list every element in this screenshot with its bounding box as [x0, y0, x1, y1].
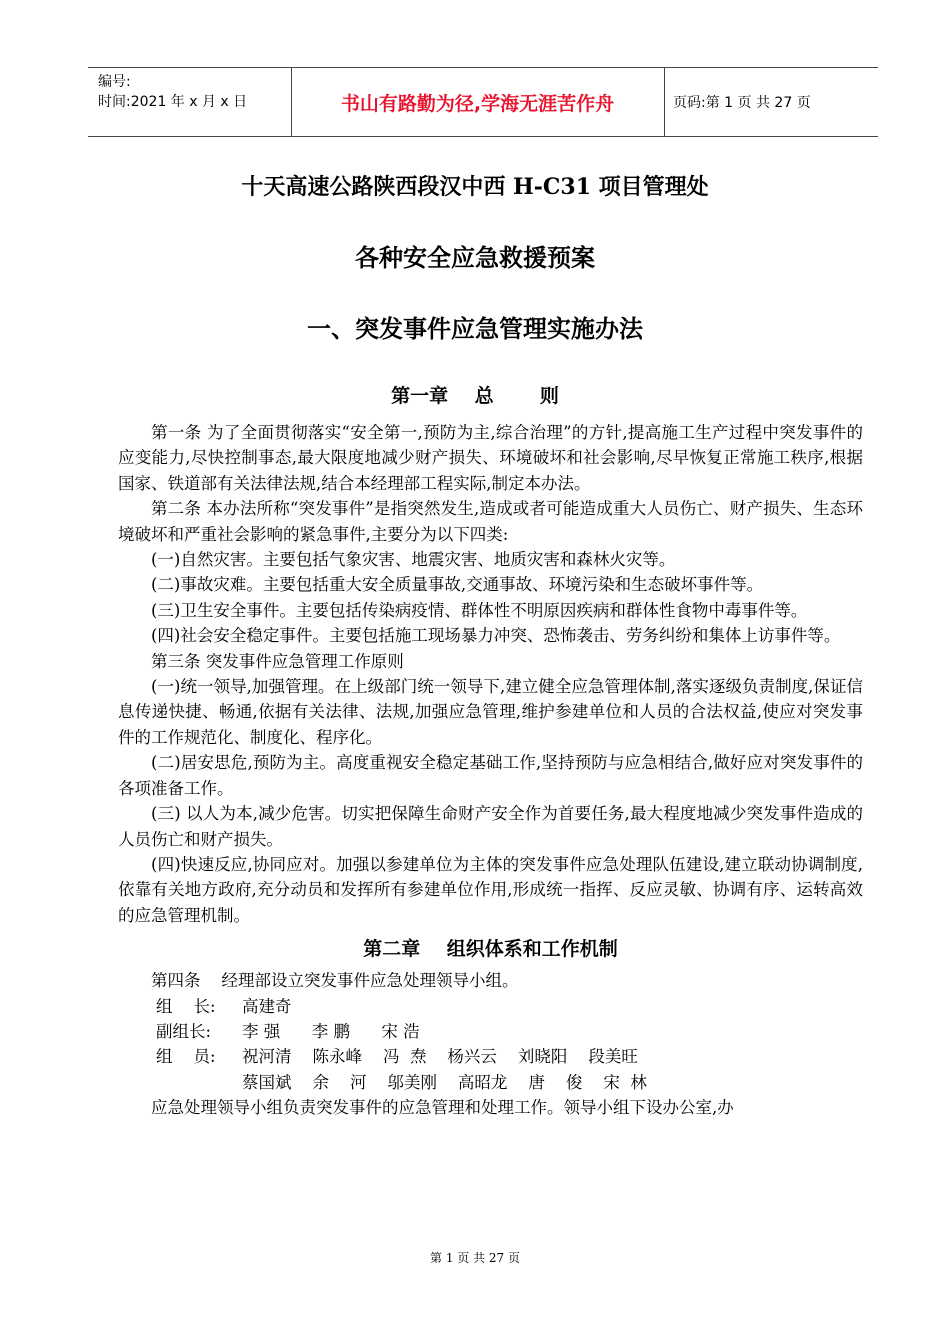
chapter1-heading: 第一章 总 则 — [391, 385, 559, 407]
paragraph: (一)统一领导,加强管理。在上级部门统一领导下,建立健全应急管理体制,落实逐级负责制度,保证信息传递快捷、畅通,依据有关法律、法规,加强应急管理,维护参建单位和人员的合法权益,使应对突发事件的工作规范化、制度化、程序化。 — [118, 677, 863, 747]
paragraph: 第三条 突发事件应急管理工作原则 — [151, 651, 404, 671]
deputy-label: 副组长: — [156, 1021, 212, 1041]
number-label: 编号: — [98, 74, 131, 90]
paragraph: (三) 以人为本,减少危害。切实把保障生命财产安全作为首要任务,最大程度地减少突发事件造成的人员伤亡和财产损失。 — [118, 804, 863, 849]
leader-name: 高建奇 — [242, 996, 292, 1016]
paragraph: (一)自然灾害。主要包括气象灾害、地震灾害、地质灾害和森林火灾等。 — [151, 550, 676, 570]
chapter2-heading: 第二章 组织体系和工作机制 — [363, 938, 618, 961]
paragraph: (三)卫生安全事件。主要包括传染病疫情、群体性不明原因疾病和群体性食物中毒事件等。 — [151, 600, 808, 620]
header-motto: 书山有路勤为径,学海无涯苦作舟 — [340, 92, 615, 115]
paragraph: 第二条 本办法所称“突发事件”是指突然发生,造成或者可能造成重大人员伤亡、财产损失、生态环境破坏和严重社会影响的紧急事件,主要分为以下四类: — [118, 499, 863, 544]
header-page-info: 页码:第 1 页 共 27 页 — [673, 95, 811, 111]
paragraph: 第一条 为了全面贯彻落实“安全第一,预防为主,综合治理”的方针,提高施工生产过程中突发事件的应变能力,尽快控制事态,最大限度地减少财产损失、环境破坏和社会影响,尽早恢复正常施工秩序,根据国家、铁道部有关法律法规,结合本经理部工程实际,制定本办法。 — [118, 423, 863, 493]
header-divider — [664, 68, 665, 136]
member-names-1: 祝河清 陈永峰 冯 焘 杨兴云 刘晓阳 段美旺 — [242, 1047, 638, 1067]
member-row — [156, 1044, 863, 1069]
closing-paragraph: 应急处理领导小组负责突发事件的应急管理和处理工作。领导小组下设办公室,办 — [151, 1098, 734, 1118]
leader-row — [156, 994, 863, 1019]
paragraph: (二)居安思危,预防为主。高度重视安全稳定基础工作,坚持预防与应急相结合,做好应对突发事件的各项准备工作。 — [118, 753, 863, 798]
header-meta — [98, 72, 247, 112]
member-names-2: 蔡国斌 余 河 邬美刚 高昭龙 唐 俊 宋 林 — [242, 1072, 647, 1092]
time-label: 时间:2021 年 x 月 x 日 — [98, 94, 248, 110]
doc-title-line2: 各种安全应急救援预案 — [355, 243, 595, 272]
doc-title-line3: 一、突发事件应急管理实施办法 — [307, 314, 643, 343]
member-row-2 — [156, 1070, 863, 1095]
document-body — [118, 420, 863, 1121]
deputy-row — [156, 1019, 863, 1044]
member-label-spacer — [156, 1070, 242, 1095]
paragraph: (二)事故灾难。主要包括重大安全质量事故,交通事故、环境污染和生态破坏事件等。 — [151, 575, 764, 595]
member-label: 组 员: — [156, 1047, 216, 1067]
leader-label: 组 长: — [156, 996, 216, 1016]
article4: 第四条 经理部设立突发事件应急处理领导小组。 — [151, 971, 519, 991]
page-footer: 第 1 页 共 27 页 — [430, 1251, 520, 1265]
paragraph: (四)快速反应,协同应对。加强以参建单位为主体的突发事件应急处理队伍建设,建立联动协调制度,依靠有关地方政府,充分动员和发挥所有参建单位作用,形成统一指挥、反应灵敏、协调有序、运转高效的应急管理机制。 — [118, 854, 863, 925]
header-table — [88, 67, 878, 137]
deputy-names: 李 强 李 鹏 宋 浩 — [242, 1021, 420, 1041]
doc-title-line1: 十天高速公路陕西段汉中西 H-C31 项目管理处 — [241, 174, 709, 200]
paragraph: (四)社会安全稳定事件。主要包括施工现场暴力冲突、恐怖袭击、劳务纠纷和集体上访事件等。 — [151, 626, 841, 646]
